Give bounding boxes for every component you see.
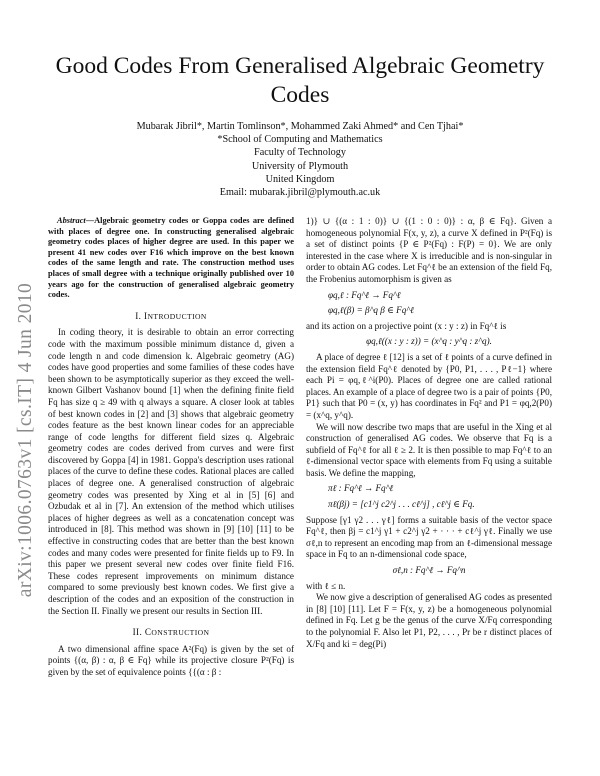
abstract-label: Abstract [57,216,86,225]
equation-pi-map: πℓ : Fq^ℓ → Fq^ℓ [328,483,394,494]
equation-frobenius-action: φq,ℓ(β) = β^q β ∈ Fq^ℓ [328,305,414,316]
section-title: ONSTRUCTION [151,628,210,638]
construction-paragraph: A two dimensional affine space A²(Fq) is given by the set of points {(α, β) : α, β ∈ Fq} while its projective closure P²(Fq) is given by the set of equivalence points {{(α : β : [48,643,294,677]
affiliation-school: *School of Computing and Mathematics [217,134,383,146]
equation-projective-action: φq,ℓ((x : y : z)) = (x^q : y^q : z^q). [366,336,492,347]
intro-paragraph: In coding theory, it is desirable to obtain an error correcting code with the maximum possible minimum distance d, given a code length n and code dimension k. Algebraic geometry (AG) codes have good properties and some families of these codes have been shown to be asymptotically superior as they exceed the well-known Gilbert Vashanov bound [1] when the defining finite field Fq has size q ≥ 49 with q always a square. A closer look at tables of best known codes in [2] and [3] shows that algebraic geometry codes feature as the best known linear codes for an appreciable range of code lengths for different field sizes q. Algebraic geometry codes are codes derived from curves and were first discovered by Goppa [4] in 1981. Goppa's description uses rational places of the curve to define these codes. Rational places are called places of degree one. A generalised construction of algebraic geometry codes was presented by Xing et al in [5] [6] and Ozbudak et al in [7]. An extension of the method which utilises places of higher degrees as well as a concatenation concept was introduced in [8]. This method was shown in [9] [10] [11] to be effective in constructing codes that are better than the best known codes and many codes were presented for finite fields up to F9. In this paper we present several new codes over finite field F16. These codes represent improvements on minimum distance compared to some previously best known codes. We first give a description of the codes and an exposition of the construction in the Section II. Finally we present our results in Section III. [48,327,294,616]
right-paragraph-7: We now give a description of generalised AG codes as presented in [8] [10] [11]. Let F = F(x, y, z) be a homogeneous polynomial defined in Fq. Let g be the genus of the curve X/Fq corresponding to the polynomial F. Also let P1, P2, . . . , Pr be r distinct places of X/Fq and ki = deg(Pi) [306,592,552,649]
section-heading-construction [48,627,294,639]
right-paragraph-6: with ℓ ≤ n. [306,580,346,591]
abstract [48,216,294,301]
affiliation-country: United Kingdom [265,173,335,185]
section-number: I. I [135,310,148,321]
left-column [48,216,294,679]
equation-frobenius-map: φq,ℓ : Fq^ℓ → Fq^ℓ [328,289,401,300]
right-paragraph-3: A place of degree ℓ [12] is a set of ℓ points of a curve defined in the extension field Fq^ℓ denoted by {P0, P1, . . . , Pℓ−1} where each Pi = φq,ℓ^i(P0). Places of degree one are called rational places. An example of a place of degree two is a pair of points {P0, P1} such that P0 = (x, y) has coordinates in Fq² and P1 = φq,2(P0) = (x^q, y^q). [306,351,552,420]
affiliation-university: University of Plymouth [251,160,349,172]
right-column [306,216,552,650]
right-paragraph-5: Suppose [γ1 γ2 . . . γℓ] forms a suitable basis of the vector space Fq^ℓ, then βj = c1^j γ1 + c2^j γ2 + · · · + cℓ^j γℓ. Finally we use σℓ,n to represent an encoding map from an ℓ-dimensional message space in Fq to an n-dimensional code space, [306,514,552,560]
author-list: Mubarak Jibril*, Martin Tomlinson*, Mohammed Zaki Ahmed* and Cen Tjhai* [136,121,464,132]
title-line-1: Good Codes From Generalised Algebraic Geometry [55,53,545,79]
equation-pi-action: πℓ(βj) = [c1^j c2^j . . . cℓ^j] , cℓ^j ∈ Fq. [328,499,475,510]
right-paragraph-1: 1)} ∪ {(α : 1 : 0)} ∪ {(1 : 0 : 0)} : α, β ∈ Fq}. Given a homogeneous polynomial F(x, y, z), a curve X defined in P²(Fq) is a set of distinct points {P ∈ P²(Fq) : F(P) = 0}. We are only interested in the case where X is irreducible and is non-singular in order to obtain AG codes. Let Fq^ℓ be an extension of the field Fq, the Frobenius automorphism is given as [306,216,552,284]
affiliation-faculty: Faculty of Technology [254,147,346,159]
equation-sigma-map: σℓ,n : Fq^ℓ → Fq^n [392,565,466,576]
author-block [40,120,560,199]
title-line-2: Codes [270,82,330,108]
abstract-text: —Algebraic geometry codes or Goppa codes are defined with places of degree one. In constructing generalised algebraic geometry codes places of higher degree are used. In this paper we present 41 new codes over F16 which improve on the best known codes of the same length and rate. The construction method uses places of small degree with a technique originally published over 10 years ago for the construction of generalised algebraic geometry codes. [48,216,294,300]
section-title: NTRODUCTION [147,311,207,321]
author-email: Email: mubarak.jibril@plymouth.ac.uk [219,187,381,199]
right-paragraph-2: and its action on a projective point (x : y : z) in Fq^ℓ is [306,320,507,331]
paper-title [40,52,560,110]
right-paragraph-4: We will now describe two maps that are useful in the Xing et al construction of generalised AG codes. We observe that Fq is a subfield of Fq^ℓ for all ℓ ≥ 2. It is then possible to map Fq^ℓ to an ℓ-dimensional vector space with elements from Fq using a suitable basis. We define the mapping, [306,421,552,478]
section-heading-introduction [48,311,294,323]
arxiv-stamp: arXiv:1006.0763v1 [cs.IT] 4 Jun 2010 [15,282,36,598]
section-number: II. C [132,627,152,638]
